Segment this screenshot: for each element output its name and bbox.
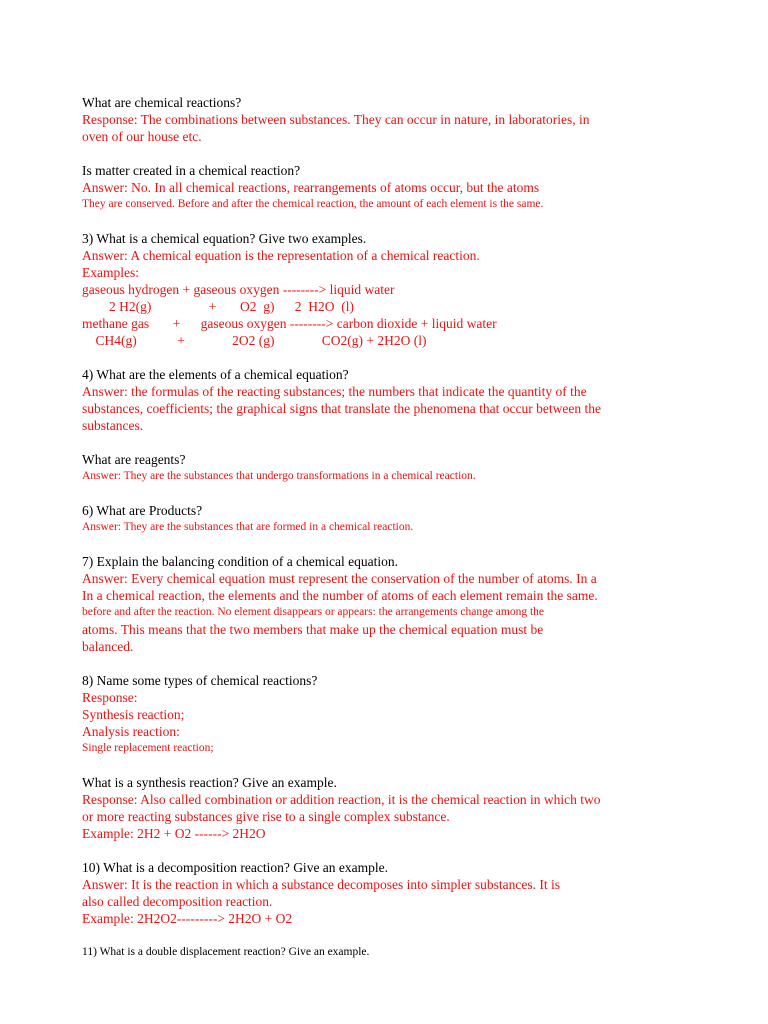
answer-text: balanced.	[82, 639, 134, 654]
question-text: 3) What is a chemical equation? Give two examples.	[82, 231, 367, 246]
question-text: 7) Explain the balancing condition of a chemical equation.	[82, 554, 399, 569]
list-item: Analysis reaction:	[82, 724, 180, 739]
document-page	[82, 94, 682, 961]
answer-text: Answer: It is the reaction in which a substance decomposes into simpler substances. It is	[82, 877, 561, 892]
answer-text: Answer: No. In all chemical reactions, rearrangements of atoms occur, but the atoms	[82, 180, 540, 195]
answer-text: Answer: the formulas of the reacting substances; the numbers that indicate the quantity of the	[82, 384, 587, 399]
question-text: 4) What are the elements of a chemical equation?	[82, 367, 349, 382]
question-text: 10) What is a decomposition reaction? Give an example.	[82, 860, 389, 875]
answer-text: They are conserved. Before and after the chemical reaction, the amount of each element is the same.	[82, 198, 544, 210]
question-text: 8) Name some types of chemical reactions?	[82, 673, 318, 688]
question-text: What is a synthesis reaction? Give an example.	[82, 775, 337, 790]
answer-text: Answer: They are the substances that undergo transformations in a chemical reaction.	[82, 470, 476, 482]
answer-text: Response: Also called combination or addition reaction, it is the chemical reaction in which two	[82, 792, 601, 807]
question-text: What are reagents?	[82, 452, 186, 467]
answer-text: Examples:	[82, 265, 139, 280]
answer-text: oven of our house etc.	[82, 129, 202, 144]
equation-formula: CH4(g) + 2O2 (g) CO2(g) + 2H2O (l)	[82, 333, 427, 348]
question-text: 11) What is a double displacement reaction? Give an example.	[82, 946, 370, 958]
answer-text: or more reacting substances give rise to a single complex substance.	[82, 809, 450, 824]
answer-text: before and after the reaction. No element disappears or appears: the arrangements change among the	[82, 606, 545, 618]
list-item: Synthesis reaction;	[82, 707, 185, 722]
answer-text: Answer: A chemical equation is the representation of a chemical reaction.	[82, 248, 480, 263]
answer-text: In a chemical reaction, the elements and the number of atoms of each element remain the same.	[82, 588, 598, 603]
answer-text: Response: The combinations between substances. They can occur in nature, in laboratories, in	[82, 112, 590, 127]
answer-text: substances.	[82, 418, 144, 433]
question-text: 6) What are Products?	[82, 503, 203, 518]
equation-formula: 2 H2(g) + O2 g) 2 H2O (l)	[82, 299, 354, 314]
equation-text: methane gas + gaseous oxygen --------> carbon dioxide + liquid water	[82, 316, 497, 331]
answer-text: Answer: Every chemical equation must represent the conservation of the number of atoms. In a	[82, 571, 597, 586]
example-text: Example: 2H2O2---------> 2H2O + O2	[82, 911, 293, 926]
answer-text: also called decomposition reaction.	[82, 894, 273, 909]
answer-text: atoms. This means that the two members that make up the chemical equation must be	[82, 622, 544, 637]
answer-text: substances, coefficients; the graphical signs that translate the phenomena that occur between the	[82, 401, 601, 416]
answer-text: Answer: They are the substances that are formed in a chemical reaction.	[82, 521, 414, 533]
answer-text: Response:	[82, 690, 138, 705]
question-text: Is matter created in a chemical reaction?	[82, 163, 301, 178]
equation-text: gaseous hydrogen + gaseous oxygen --------> liquid water	[82, 282, 395, 297]
list-item: Single replacement reaction;	[82, 742, 214, 754]
question-text: What are chemical reactions?	[82, 95, 242, 110]
example-text: Example: 2H2 + O2 ------> 2H2O	[82, 826, 266, 841]
